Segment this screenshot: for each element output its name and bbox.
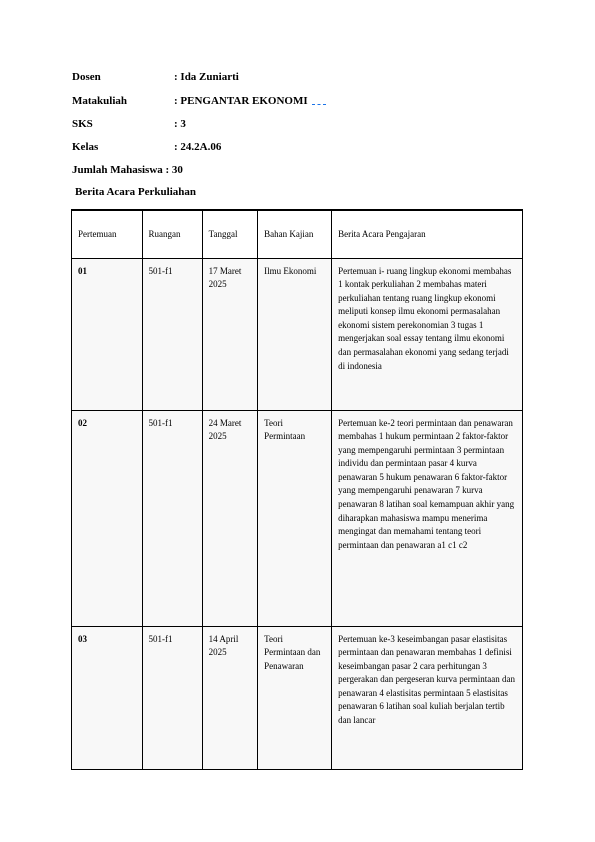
cell-tanggal: 14 April 2025	[202, 626, 258, 769]
table-row	[72, 258, 523, 410]
table-row	[72, 626, 523, 769]
header-pertemuan: Pertemuan	[72, 210, 143, 258]
matakuliah-label: Matakuliah	[72, 95, 128, 107]
cell-tanggal: 17 Maret 2025	[202, 258, 258, 410]
dosen-label: Dosen	[72, 71, 101, 83]
berita-acara-table	[71, 209, 523, 770]
cell-ruangan: 501-f1	[142, 410, 202, 626]
sks-value: : 3	[174, 118, 186, 130]
header-ruangan: Ruangan	[142, 210, 202, 258]
sks-label: SKS	[72, 118, 93, 130]
table-row	[72, 410, 523, 626]
cell-berita: Pertemuan i- ruang lingkup ekonomi membahas 1 kontak perkuliahan 2 membahas materi perkuliahan tentang ruang lingkup ekonomi meliputi konsep ilmu ekonomi permasalahan ekonomi sistem perekonomian 3 tugas 1 mengerjakan soal essay tentang ilmu ekonomi dan permasalahan ekonomi yang sedang terjadi di indonesia	[332, 258, 523, 410]
dashed-link-icon[interactable]	[312, 95, 326, 105]
cell-ruangan: 501-f1	[142, 258, 202, 410]
cell-bahan: Teori Permintaan dan Penawaran	[258, 626, 332, 769]
cell-tanggal: 24 Maret 2025	[202, 410, 258, 626]
cell-pertemuan: 01	[72, 258, 143, 410]
cell-bahan: Ilmu Ekonomi	[258, 258, 332, 410]
cell-ruangan: 501-f1	[142, 626, 202, 769]
section-title: Berita Acara Perkuliahan	[75, 186, 196, 198]
dosen-value: : Ida Zuniarti	[174, 71, 239, 83]
table-header-row	[72, 210, 523, 258]
info-jumlah	[72, 164, 183, 180]
header-berita-acara: Berita Acara Pengajaran	[332, 210, 523, 258]
matakuliah-value-wrap	[174, 95, 326, 107]
cell-pertemuan: 02	[72, 410, 143, 626]
cell-berita: Pertemuan ke-2 teori permintaan dan penawaran membahas 1 hukum permintaan 2 faktor-faktor yang mempengaruhi permintaan 3 permintaan individu dan permintaan pasar 4 kurva penawaran 5 hukum penawaran 6 faktor-faktor yang mempengaruhi penawaran 7 kurva penawaran 8 latihan soal kemampuan akhir yang diharapkan mahasiswa mampu menerima mengingat dan memahami tentang teori permintaan dan penawaran a1 c1 c2	[332, 410, 523, 626]
cell-bahan: Teori Permintaan	[258, 410, 332, 626]
kelas-value: : 24.2A.06	[174, 141, 222, 153]
header-bahan-kajian: Bahan Kajian	[258, 210, 332, 258]
header-tanggal: Tanggal	[202, 210, 258, 258]
cell-pertemuan: 03	[72, 626, 143, 769]
matakuliah-value: : PENGANTAR EKONOMI	[174, 95, 308, 107]
cell-berita: Pertemuan ke-3 keseimbangan pasar elastisitas permintaan dan penawaran membahas 1 definisi keseimbangan pasar 2 cara perhitungan 3 pergerakan dan pergeseran kurva permintaan dan penawaran 4 elastisitas permintaan 5 elastisitas penawaran 6 latihan soal kuliah berjalan tertib dan lancar	[332, 626, 523, 769]
kelas-label: Kelas	[72, 141, 99, 153]
jumlah-mahasiswa: Jumlah Mahasiswa : 30	[72, 164, 183, 176]
